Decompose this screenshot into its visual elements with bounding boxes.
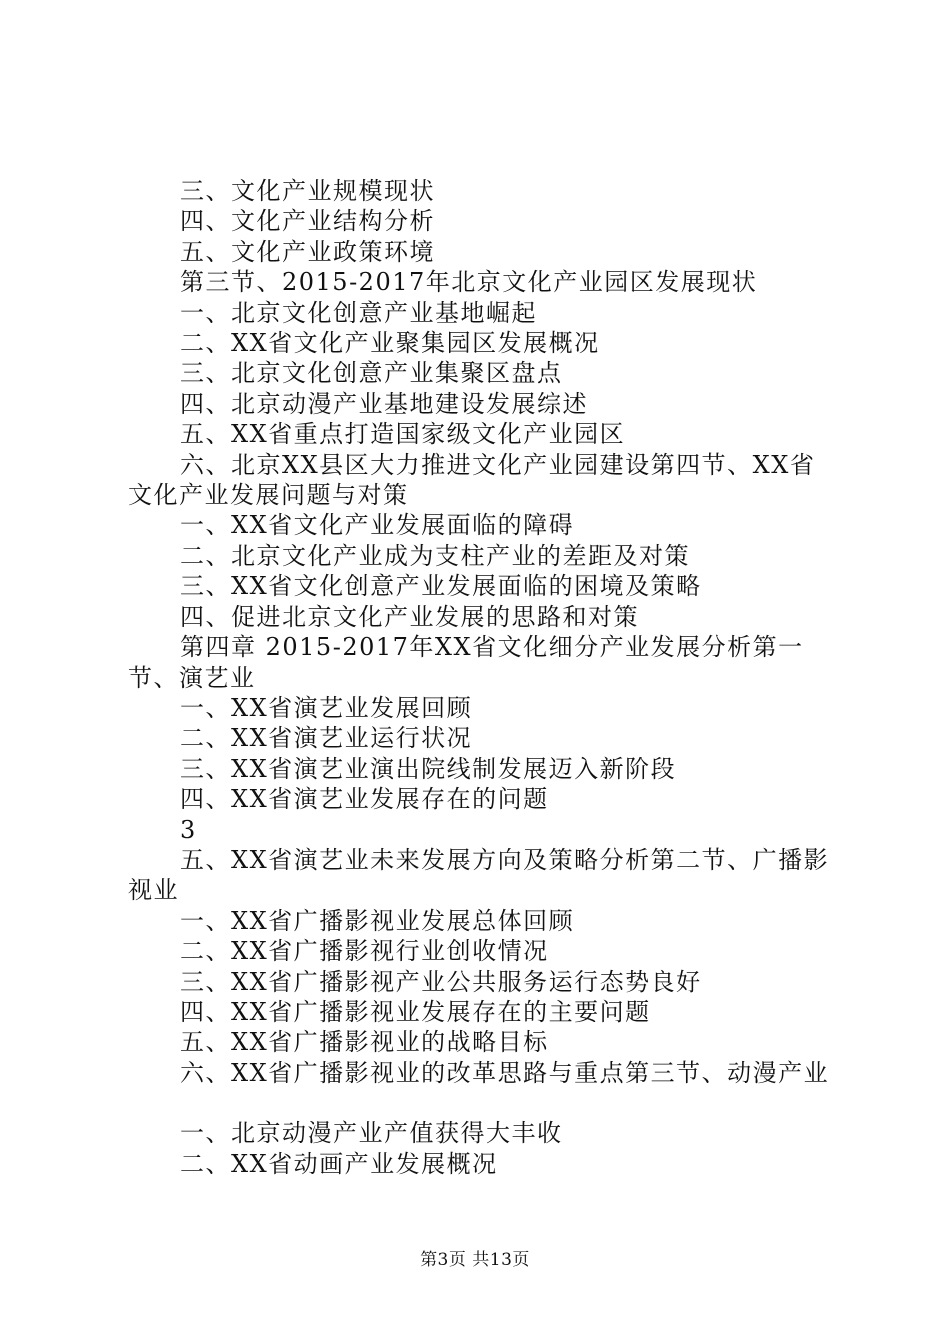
text-line: 五、XX省广播影视业的战略目标 <box>180 1028 549 1057</box>
text-line: 三、北京文化创意产业集聚区盘点 <box>180 359 563 388</box>
text-paragraph: 六、北京XX县区大力推进文化产业园建设第四节、XX省文化产业发展问题与对策 <box>128 450 816 510</box>
text-line: 四、北京动漫产业基地建设发展综述 <box>180 389 588 418</box>
text-line: 六、XX省广播影视业的改革思路与重点第三节、动漫产业 <box>180 1058 830 1087</box>
text-line: 四、XX省演艺业发展存在的问题 <box>180 785 549 814</box>
section-heading: 第三节、2015-2017年北京文化产业园区发展现状 <box>180 268 758 297</box>
blank-line <box>128 1088 838 1118</box>
text-paragraph: 五、XX省演艺业未来发展方向及策略分析第二节、广播影视业 <box>128 845 830 905</box>
text-line: 二、XX省演艺业运行状况 <box>180 724 473 753</box>
text-line: 三、XX省广播影视产业公共服务运行态势良好 <box>180 967 702 996</box>
text-line: 一、XX省广播影视业发展总体回顾 <box>180 906 575 935</box>
page-footer: 第3页 共13页 <box>420 1250 530 1270</box>
text-line: 三、XX省文化创意产业发展面临的困境及策略 <box>180 572 702 601</box>
text-line: 三、XX省演艺业演出院线制发展迈入新阶段 <box>180 754 677 783</box>
text-line: 五、文化产业政策环境 <box>180 237 435 266</box>
text-line: 一、北京动漫产业产值获得大丰收 <box>180 1119 563 1148</box>
text-line: 二、XX省动画产业发展概况 <box>180 1149 498 1178</box>
text-line: 四、XX省广播影视业发展存在的主要问题 <box>180 997 651 1026</box>
text-line: 二、北京文化产业成为支柱产业的差距及对策 <box>180 541 690 570</box>
text-line: 四、文化产业结构分析 <box>180 207 435 236</box>
text-line: 四、促进北京文化产业发展的思路和对策 <box>180 602 639 631</box>
page-number-inline: 3 <box>180 815 197 844</box>
document-body <box>128 176 838 1179</box>
text-line: 一、XX省演艺业发展回顾 <box>180 693 473 722</box>
text-line: 二、XX省广播影视行业创收情况 <box>180 937 549 966</box>
text-line: 一、XX省文化产业发展面临的障碍 <box>180 511 575 540</box>
chapter-heading: 第四章 2015-2017年XX省文化细分产业发展分析第一节、演艺业 <box>128 633 804 692</box>
text-line: 二、XX省文化产业聚集园区发展概况 <box>180 329 600 358</box>
text-line: 三、文化产业规模现状 <box>180 177 435 205</box>
text-line: 一、北京文化创意产业基地崛起 <box>180 298 537 327</box>
text-line: 五、XX省重点打造国家级文化产业园区 <box>180 420 626 449</box>
